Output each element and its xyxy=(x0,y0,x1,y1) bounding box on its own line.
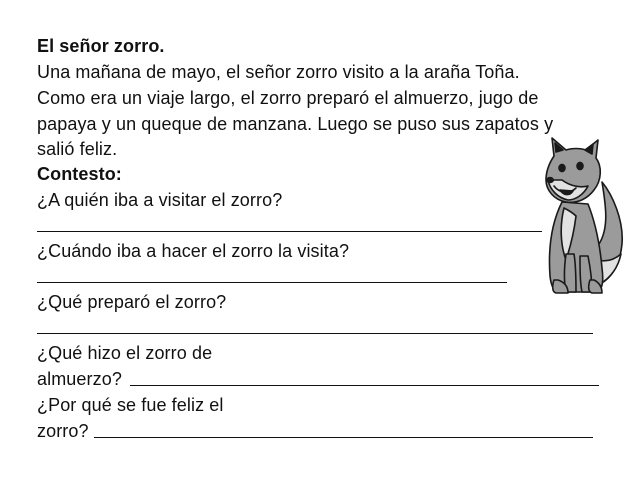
story-line-4: salió feliz. xyxy=(37,139,118,159)
answer-blank-4[interactable] xyxy=(130,385,599,386)
section-heading: Contesto: xyxy=(37,164,122,184)
answer-blank-1[interactable] xyxy=(37,231,542,232)
answer-blank-3[interactable] xyxy=(37,333,593,334)
answer-blank-2[interactable] xyxy=(37,282,507,283)
question-5-continuation: zorro? xyxy=(37,421,89,441)
question-2: ¿Cuándo iba a hacer el zorro la visita? xyxy=(37,241,350,261)
answer-blank-5[interactable] xyxy=(94,437,593,438)
question-4-continuation: almuerzo? xyxy=(37,369,122,389)
question-4: ¿Qué hizo el zorro de xyxy=(37,343,213,363)
story-line-1: Una mañana de mayo, el señor zorro visito a la araña Toña. xyxy=(37,62,520,82)
question-5: ¿Por qué se fue feliz el xyxy=(37,395,224,415)
question-1: ¿A quién iba a visitar el zorro? xyxy=(37,190,283,210)
fox-icon xyxy=(540,136,626,296)
worksheet-title: El señor zorro. xyxy=(37,36,165,56)
story-line-3: papaya y un queque de manzana. Luego se puso sus zapatos y xyxy=(37,114,554,134)
question-3: ¿Qué preparó el zorro? xyxy=(37,292,227,312)
story-line-2: Como era un viaje largo, el zorro preparó el almuerzo, jugo de xyxy=(37,88,539,108)
